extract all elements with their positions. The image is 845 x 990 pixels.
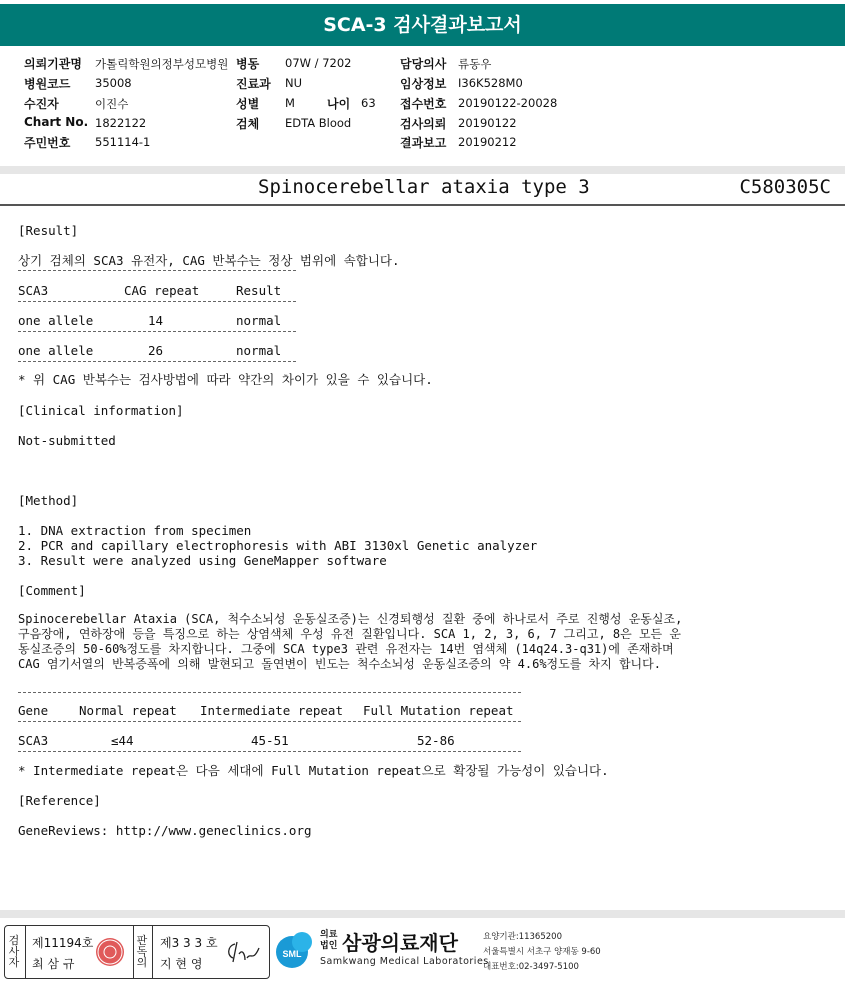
info-value-age: 63 — [361, 96, 376, 110]
result-note: * 위 CAG 반복수는 검사방법에 따라 약간의 차이가 있을 수 있습니다. — [18, 372, 433, 387]
report-title-bar — [0, 4, 845, 46]
org-english-name: Samkwang Medical Laboratories — [320, 956, 489, 967]
info-label-department: 진료과 — [236, 77, 271, 91]
info-label-hospital: 의뢰기관명 — [24, 57, 82, 71]
signature-image — [223, 936, 263, 968]
svg-text:SML: SML — [282, 949, 302, 959]
info-label-age: 나이 — [327, 97, 351, 111]
table-cell: one allele — [18, 343, 94, 358]
signature-box — [4, 925, 270, 979]
clinical-text: Not-submitted — [18, 433, 116, 448]
info-label-doctor: 담당의사 — [400, 57, 447, 71]
info-label-clinical-info: 임상정보 — [400, 77, 447, 91]
table-cell: SCA3 — [18, 733, 49, 748]
divider — [25, 926, 26, 978]
test-code: C580305C — [739, 176, 831, 198]
info-value-doctor: 류동우 — [458, 57, 492, 71]
info-label-chart-no: Chart No. — [24, 115, 89, 129]
info-label-request-date: 검사의뢰 — [400, 117, 447, 131]
reference-text: GeneReviews: http://www.geneclinics.org — [18, 823, 312, 838]
method-heading: [Method] — [18, 493, 79, 508]
info-value-resident-no: 551114-1 — [95, 135, 151, 149]
org-phone: 대표번호:02-3497-5100 — [483, 962, 579, 972]
test-title: Spinocerebellar ataxia type 3 — [258, 176, 590, 198]
divider — [18, 361, 296, 362]
method-line-3: 3. Result were analyzed using GeneMapper software — [18, 553, 387, 568]
divider — [18, 270, 296, 271]
divider — [18, 692, 521, 693]
info-label-ward: 병동 — [236, 57, 260, 71]
org-address: 서울특별시 서초구 양재동 9-60 — [483, 947, 601, 957]
result-heading: [Result] — [18, 223, 79, 238]
info-label-report-date: 결과보고 — [400, 136, 447, 150]
info-value-clinical-info: I36K528M0 — [458, 76, 523, 90]
table-cell: normal — [236, 313, 282, 328]
repeat-table-header-full: Full Mutation repeat — [363, 703, 514, 718]
inspector-label: 검 사 자 — [8, 934, 20, 969]
info-value-ward: 07W / 7202 — [285, 56, 352, 70]
divider — [18, 301, 296, 302]
confirmer-name: 지 현 영 — [160, 957, 203, 971]
patient-info-panel — [0, 48, 845, 167]
info-value-report-date: 20190212 — [458, 135, 517, 149]
org-name: 삼광의료재단 — [342, 931, 458, 955]
clinical-heading: [Clinical information] — [18, 403, 184, 418]
divider — [18, 721, 521, 722]
inspector-name: 최 삼 규 — [32, 957, 75, 971]
comment-heading: [Comment] — [18, 583, 86, 598]
result-table-header-cag: CAG repeat — [124, 283, 200, 298]
divider — [152, 926, 153, 978]
comment-line-2: 구음장애, 연하장애 등을 특징으로 하는 상염색체 우성 유전 질환입니다. SCA 1, 2, 3, 6, 7 그리고, 8은 모든 운 — [18, 627, 681, 641]
test-title-row — [0, 174, 845, 206]
org-prefix — [320, 930, 337, 952]
table-cell: 52-86 — [417, 733, 455, 748]
info-label-patient: 수진자 — [24, 97, 59, 111]
inspector-license-no: 제11194호 — [32, 936, 94, 950]
comment-line-3: 동실조증의 50-60%정도를 차지합니다. 그중에 SCA type3 관련 유전자는 14번 염색체 (14q24.3-q31)에 존재하며 — [18, 642, 674, 656]
info-value-sex: M — [285, 96, 295, 110]
info-value-specimen: EDTA Blood — [285, 116, 352, 130]
sml-logo-icon — [272, 928, 316, 972]
info-label-specimen: 검체 — [236, 117, 260, 131]
seal-stamp — [96, 938, 124, 966]
method-line-1: 1. DNA extraction from specimen — [18, 523, 252, 538]
confirmer-license-no: 제3 3 3 호 — [160, 936, 218, 950]
result-text: 상기 검체의 SCA3 유전자, CAG 반복수는 정상 범위에 속합니다. — [18, 253, 400, 268]
table-cell: 45-51 — [251, 733, 289, 748]
confirmer-label: 판 독 의 — [136, 934, 148, 969]
table-cell: one allele — [18, 313, 94, 328]
comment-line-4: CAG 염기서열의 반복증폭에 의해 발현되고 돌연변이 빈도는 척수소뇌성 운동실조증의 약 4.6%정도를 차지 합니다. — [18, 657, 661, 671]
org-institution-code: 요양기관:11365200 — [483, 932, 562, 942]
repeat-table-header-gene: Gene — [18, 703, 49, 718]
info-label-sex: 성별 — [236, 97, 260, 111]
separator-band — [0, 166, 845, 174]
repeat-table-header-intermediate: Intermediate repeat — [200, 703, 343, 718]
org-prefix-line-1: 의료 — [320, 930, 338, 940]
info-value-hospital-code: 35008 — [95, 76, 132, 90]
repeat-note: * Intermediate repeat은 다음 세대에 Full Mutation repeat으로 확장될 가능성이 있습니다. — [18, 763, 609, 778]
divider — [133, 926, 134, 978]
comment-line-1: Spinocerebellar Ataxia (SCA, 척수소뇌성 운동실조증)는 신경퇴행성 질환 중에 하나로서 주로 진행성 운동실조, — [18, 612, 683, 626]
result-table-header-gene: SCA3 — [18, 283, 49, 298]
report-footer — [0, 920, 845, 990]
info-value-department: NU — [285, 76, 303, 90]
divider — [18, 331, 296, 332]
info-label-receipt-no: 접수번호 — [400, 97, 447, 111]
info-value-chart-no: 1822122 — [95, 116, 147, 130]
info-value-receipt-no: 20190122-20028 — [458, 96, 558, 110]
repeat-table-header-normal: Normal repeat — [79, 703, 177, 718]
info-label-hospital-code: 병원코드 — [24, 77, 71, 91]
table-cell: 14 — [148, 313, 164, 328]
table-cell: 26 — [148, 343, 164, 358]
info-value-hospital: 가톨릭학원의정부성모병원 — [95, 57, 229, 71]
info-label-resident-no: 주민번호 — [24, 136, 71, 150]
info-value-patient: 이진수 — [95, 97, 129, 111]
divider — [18, 751, 521, 752]
reference-heading: [Reference] — [18, 793, 101, 808]
separator-band — [0, 910, 845, 918]
result-table-header-result: Result — [236, 283, 282, 298]
method-line-2: 2. PCR and capillary electrophoresis with ABI 3130xl Genetic analyzer — [18, 538, 538, 553]
report-title: SCA-3 검사결과보고서 — [323, 14, 522, 36]
table-cell: normal — [236, 343, 282, 358]
org-prefix-line-2: 법인 — [320, 941, 338, 951]
info-value-request-date: 20190122 — [458, 116, 517, 130]
table-cell: ≤44 — [111, 733, 134, 748]
